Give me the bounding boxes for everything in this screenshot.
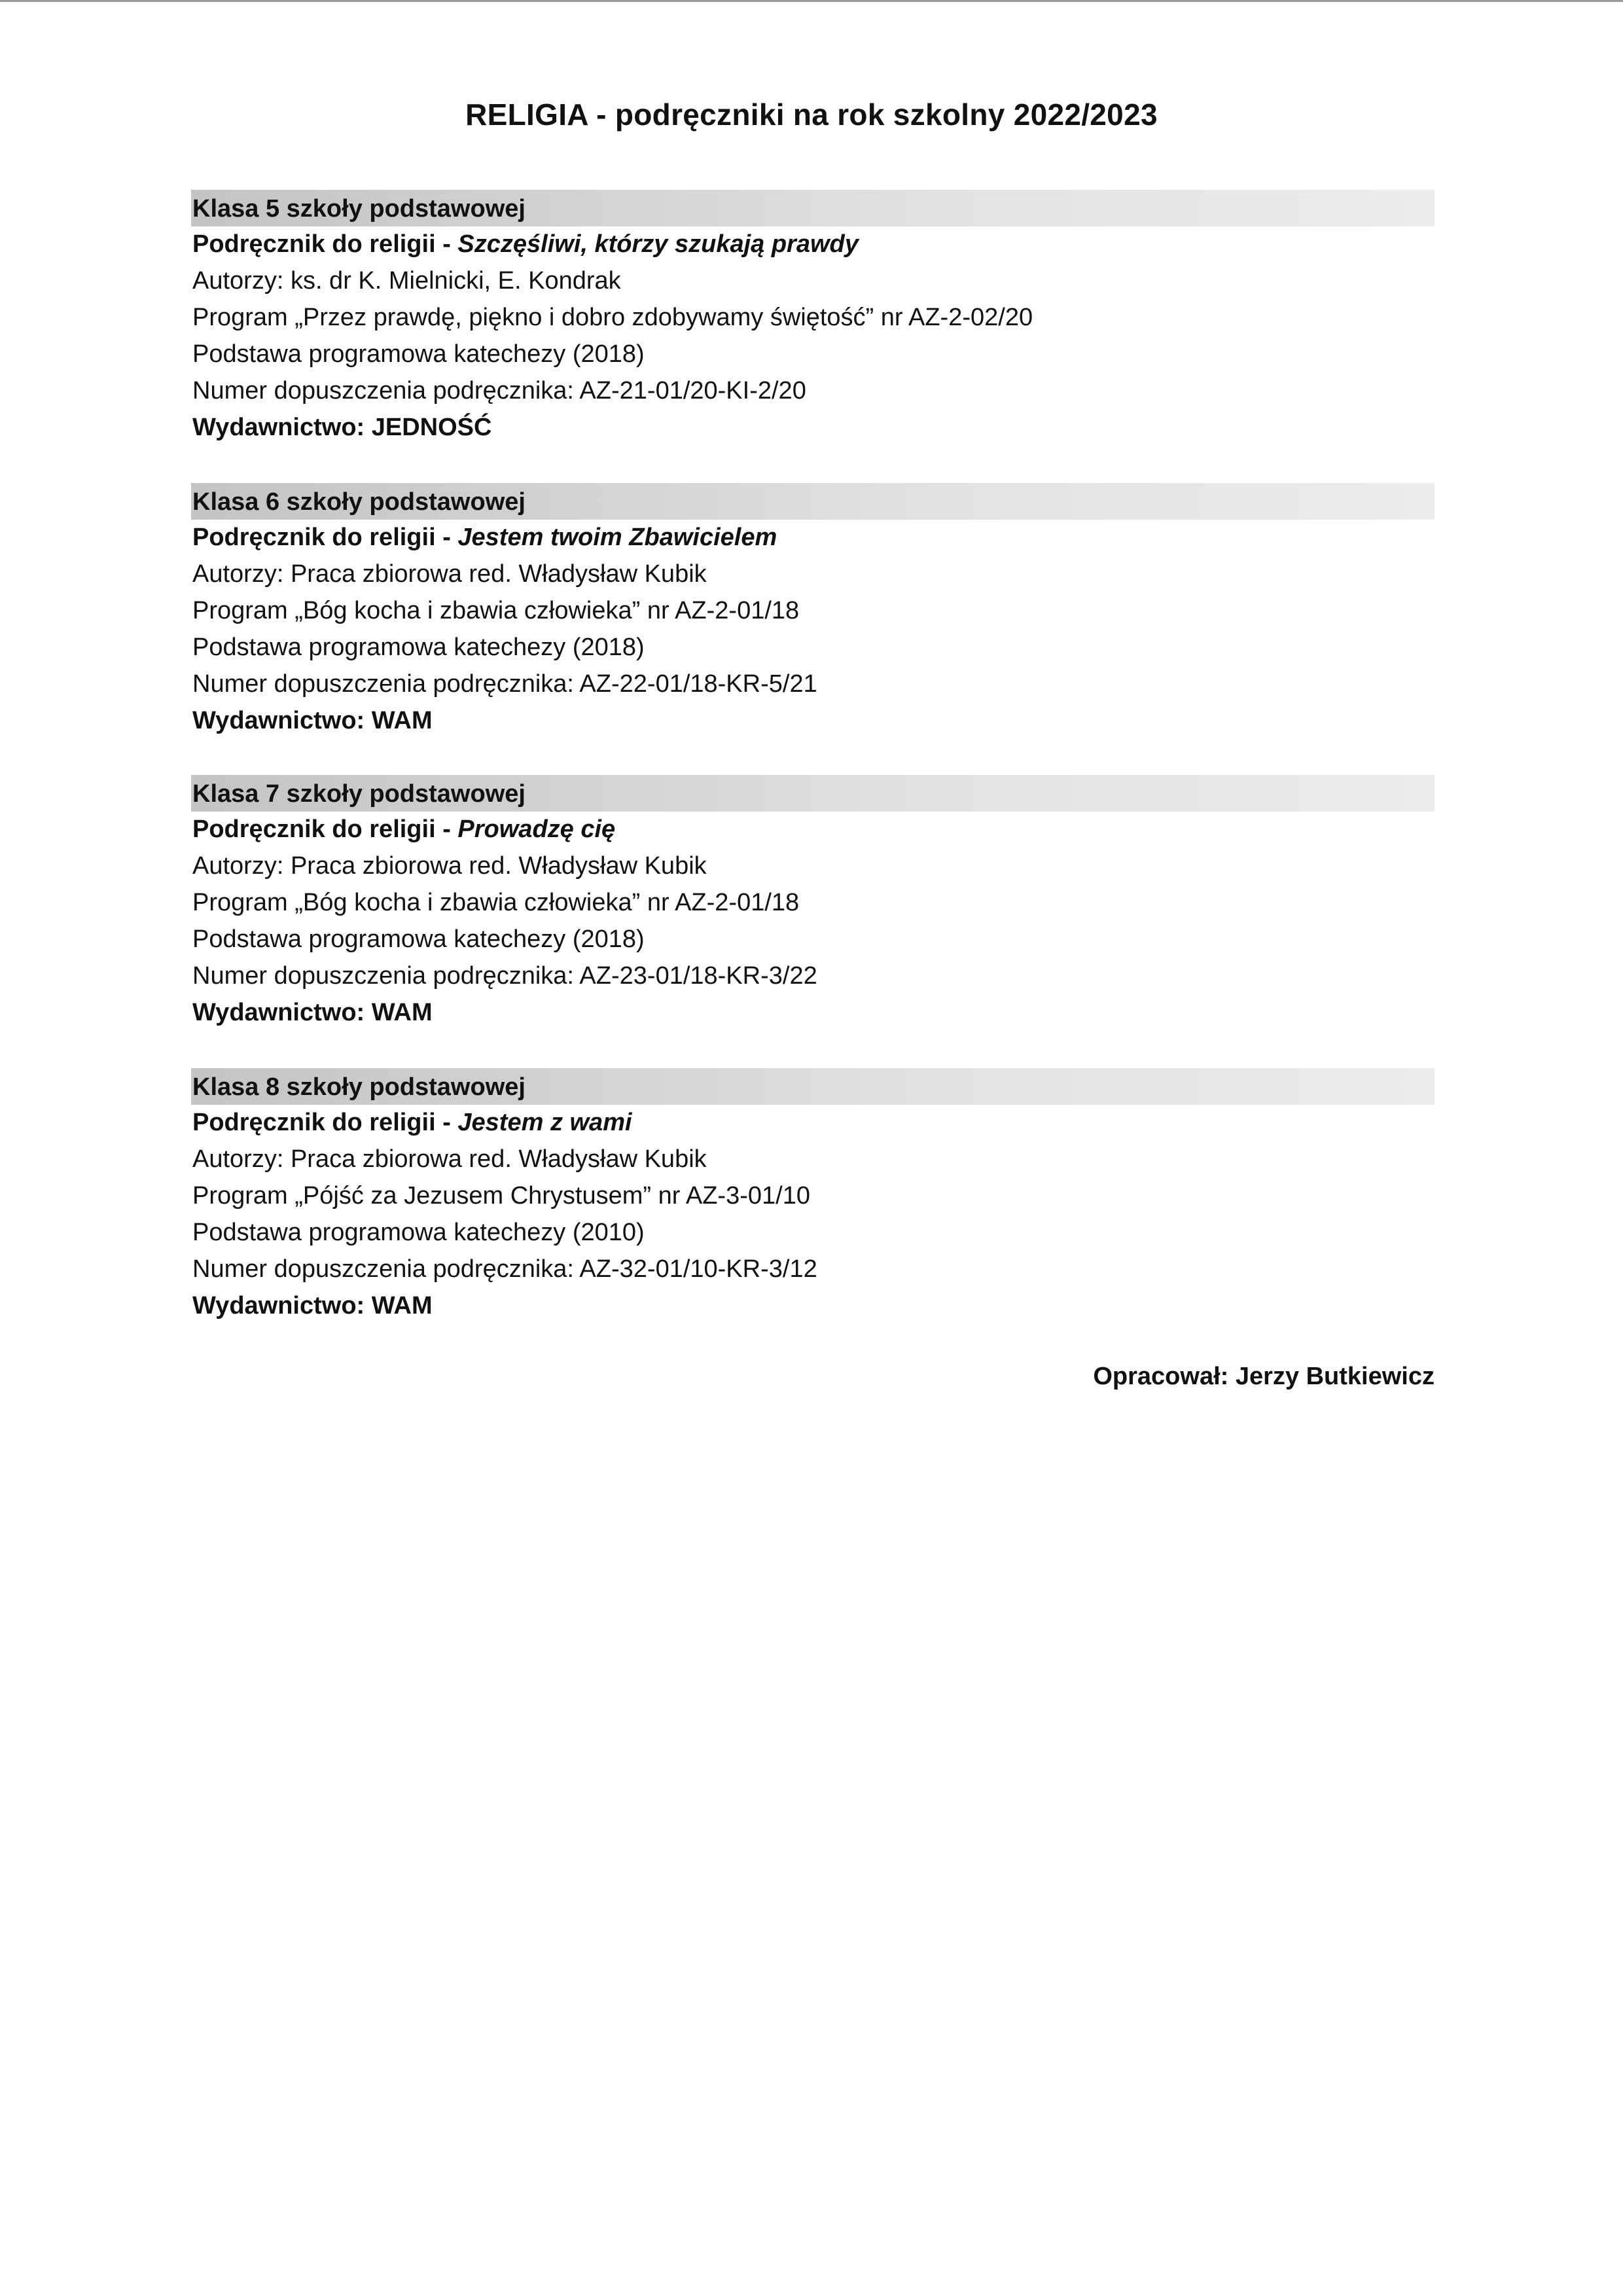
- textbook-prefix: Podręcznik do religii -: [192, 230, 458, 258]
- approval-number-line: Numer dopuszczenia podręcznika: AZ-21-01/20-KI-2/20: [192, 377, 806, 404]
- textbook-line: [192, 1109, 632, 1137]
- publisher-line: Wydawnictwo: WAM: [192, 1292, 433, 1319]
- class-label: Klasa 7 szkoły podstawowej: [192, 780, 526, 808]
- author-credit: Opracował: Jerzy Butkiewicz: [1093, 1363, 1435, 1390]
- class-label: Klasa 6 szkoły podstawowej: [192, 488, 526, 516]
- approval-number-line: Numer dopuszczenia podręcznika: AZ-22-01/18-KR-5/21: [192, 670, 817, 698]
- program-line: Program „Pójść za Jezusem Chrystusem” nr AZ-3-01/10: [192, 1182, 810, 1210]
- curriculum-basis-line: Podstawa programowa katechezy (2018): [192, 634, 645, 661]
- textbook-prefix: Podręcznik do religii -: [192, 816, 458, 843]
- textbook-line: [192, 230, 859, 259]
- program-line: Program „Przez prawdę, piękno i dobro zdobywamy świętość” nr AZ-2-02/20: [192, 304, 1033, 331]
- approval-number-line: Numer dopuszczenia podręcznika: AZ-32-01/10-KR-3/12: [192, 1255, 817, 1283]
- textbook-line: [192, 816, 615, 844]
- publisher-line: Wydawnictwo: WAM: [192, 707, 433, 734]
- publisher-line: Wydawnictwo: JEDNOŚĆ: [192, 414, 492, 441]
- page-title: RELIGIA - podręczniki na rok szkolny 2022/2023: [465, 98, 1158, 132]
- authors-line: Autorzy: Praca zbiorowa red. Władysław Kubik: [192, 560, 707, 588]
- publisher-line: Wydawnictwo: WAM: [192, 999, 433, 1026]
- curriculum-basis-line: Podstawa programowa katechezy (2018): [192, 340, 645, 368]
- textbook-prefix: Podręcznik do religii -: [192, 524, 458, 551]
- textbook-title: Szczęśliwi, którzy szukają prawdy: [457, 230, 859, 258]
- authors-line: Autorzy: Praca zbiorowa red. Władysław Kubik: [192, 1145, 707, 1173]
- program-line: Program „Bóg kocha i zbawia człowieka” nr AZ-2-01/18: [192, 889, 800, 916]
- class-label: Klasa 5 szkoły podstawowej: [192, 195, 526, 223]
- textbook-title: Prowadzę cię: [457, 816, 616, 843]
- curriculum-basis-line: Podstawa programowa katechezy (2010): [192, 1219, 645, 1246]
- textbook-title: Jestem twoim Zbawicielem: [457, 524, 777, 551]
- class-label: Klasa 8 szkoły podstawowej: [192, 1073, 526, 1101]
- curriculum-basis-line: Podstawa programowa katechezy (2018): [192, 925, 645, 953]
- approval-number-line: Numer dopuszczenia podręcznika: AZ-23-01/18-KR-3/22: [192, 962, 817, 990]
- authors-line: Autorzy: Praca zbiorowa red. Władysław Kubik: [192, 852, 707, 880]
- scan-top-edge: [0, 0, 1623, 2]
- authors-line: Autorzy: ks. dr K. Mielnicki, E. Kondrak: [192, 267, 621, 295]
- program-line: Program „Bóg kocha i zbawia człowieka” nr AZ-2-01/18: [192, 597, 800, 624]
- textbook-prefix: Podręcznik do religii -: [192, 1109, 458, 1136]
- textbook-line: [192, 524, 777, 552]
- textbook-title: Jestem z wami: [457, 1109, 632, 1136]
